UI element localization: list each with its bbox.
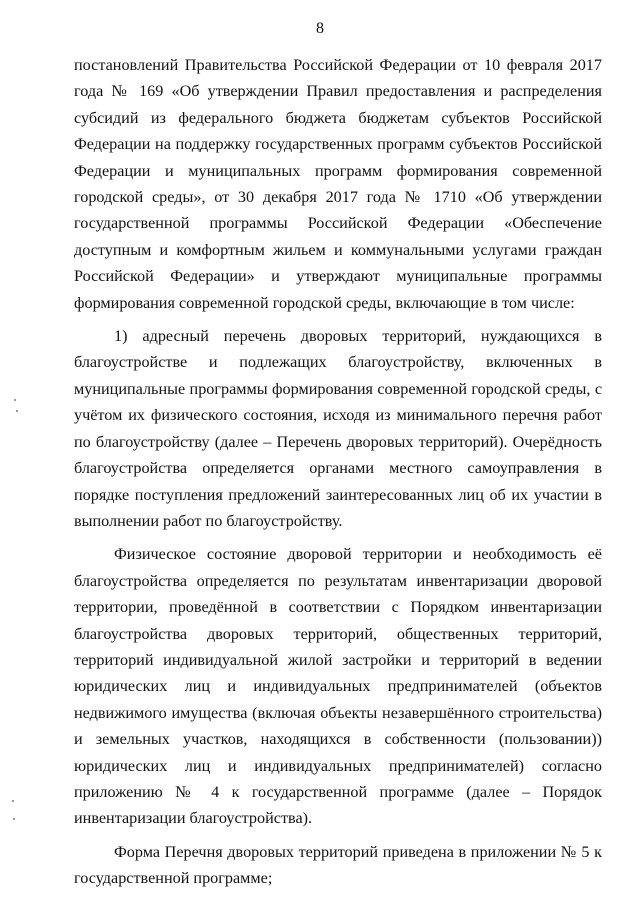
paragraph-item-1-address-list: 1) адресный перечень дворовых территорий, нуждающихся в благоустройстве и подлежащих благоустройству, включенных в муниципальные программы формирования современной городской среды, с учётом их физического состояния, исходя из минимального перечня работ по благоустройству (далее – Перечень дворовых территорий). Очерёдность благоустройства определяется органами местного самоуправления в порядке поступления предложений заинтересованных лиц об их участии в выполнении работ по благоустройству. [74,327,602,530]
scan-speck [12,800,14,802]
paragraph-resolutions: постановлений Правительства Российской Федерации от 10 февраля 2017 года № 169 «Об утверждении Правил предоставления и распределения субсидий из федерального бюджета бюджетам субъектов Российской Федерации на поддержку государственных программ субъектов Российской Федерации и муниципальных программ формирования современной городской среды», от 30 декабря 2017 года № 1710 «Об утверждении государственной программы Российской Федерации «Обеспечение доступным и комфортным жильем и коммунальными услугами граждан Российской Федерации» и утверждают муниципальные программы формирования современной городской среды, включающие в том числе: [74,56,602,312]
scan-speck [13,818,15,820]
paragraph-physical-condition: Физическое состояние дворовой территории и необходимость её благоустройства определяется по результатам инвентаризации дворовой территории, проведённой в соответствии с Порядком инвентаризации благоустройства дворовых территорий, общественных территорий, территорий индивидуальной жилой застройки и территорий в ведении юридических лиц и индивидуальных предпринимателей (объектов недвижимого имущества (включая объекты незавершённого строительства) и земельных участков, находящихся в собственности (пользовании)) юридических лиц и индивидуальных предпринимателей) согласно приложению № 4 к государственной программе (далее – Порядок инвентаризации благоустройства). [74,545,602,828]
scan-speck [14,399,16,401]
scan-speck [16,410,18,412]
paragraph-list-form: Форма Перечня дворовых территорий приведена в приложении № 5 к государственной программе; [74,842,602,888]
page-number: 8 [316,20,324,37]
document-body [74,52,602,892]
